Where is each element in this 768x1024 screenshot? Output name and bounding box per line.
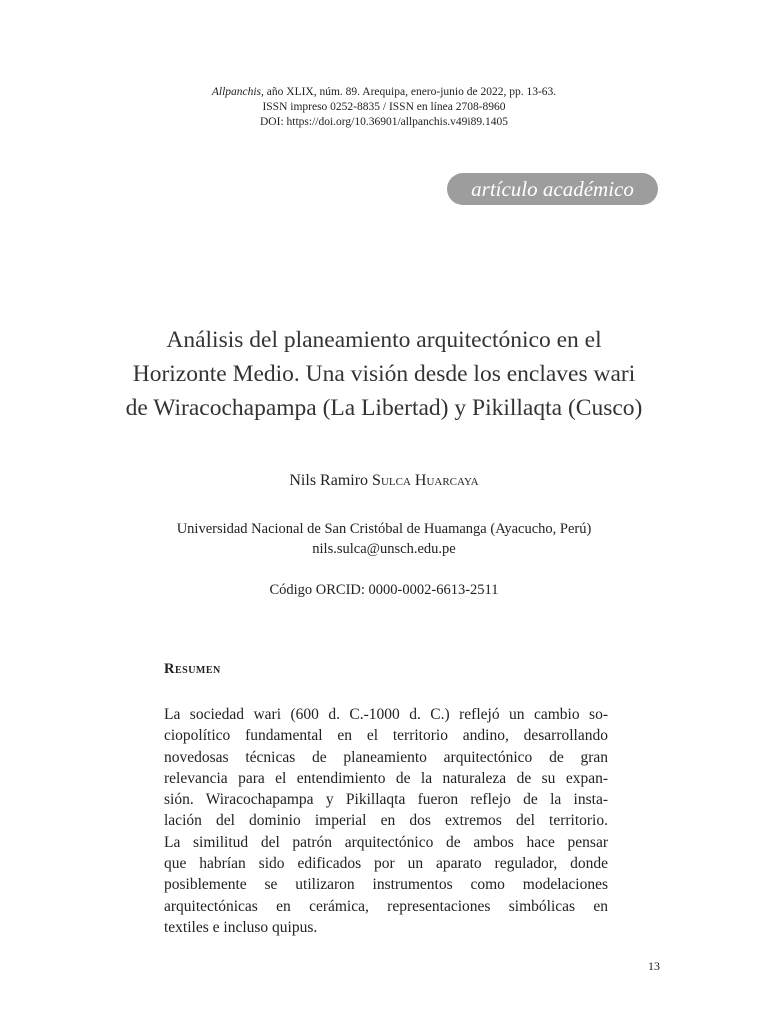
abstract-heading: Resumen [164,661,221,677]
abstract-line: relevancia para el entendimiento de la naturaleza de su expan- [164,769,608,787]
article-title [0,323,768,425]
abstract-line: novedosas técnicas de planeamiento arquitectónico de gran [164,748,608,766]
author-name [0,472,768,490]
abstract-line: sión. Wiracochapampa y Pikillaqta fueron reflejo de la insta- [164,791,608,809]
abstract-line: arquitectónicas en cerámica, representaciones simbólicas en [164,897,608,915]
doi-line[interactable]: DOI: https://doi.org/10.36901/allpanchis.v49i89.1405 [260,116,508,128]
abstract-line: posiblemente se utilizaron instrumentos como modelaciones [164,876,608,894]
journal-header [0,85,768,130]
author-email[interactable]: nils.sulca@unsch.edu.pe [312,541,456,557]
abstract-line: que habrían sido edificados por un aparato regulador, donde [164,855,608,873]
abstract-line: La similitud del patrón arquitectónico de ambos hace pensar [164,833,608,851]
citation-line [0,85,768,100]
author-given-name: Nils Ramiro [289,472,373,489]
journal-name: Allpanchis, [211,86,264,98]
article-type-badge: artículo académico [447,173,658,205]
title-line: Análisis del planeamiento arquitectónico en el [166,327,602,353]
abstract-line: ciopolítico fundamental en el territorio andino, desarrollando [164,727,608,745]
page-number: 13 [648,959,660,973]
title-line: Horizonte Medio. Una visión desde los enclaves wari [132,361,636,387]
citation-details: año XLIX, núm. 89. Arequipa, enero-junio de 2022, pp. 13-63. [263,86,557,98]
abstract-line: La sociedad wari (600 d. C.-1000 d. C.) reflejó un cambio so- [164,706,608,723]
author-affiliation [0,519,768,559]
institution: Universidad Nacional de San Cristóbal de Huamanga (Ayacucho, Perú) [176,521,592,537]
issn-line: ISSN impreso 0252-8835 / ISSN en línea 2708-8960 [262,101,506,113]
abstract-line: textiles e incluso quipus. [164,918,318,936]
abstract-body [164,704,608,938]
orcid-code: Código ORCID: 0000-0002-6613-2511 [269,582,499,598]
title-line: de Wiracochapampa (La Libertad) y Pikillaqta (Cusco) [125,395,643,421]
author-surname: Sulca Huarcaya [372,472,479,489]
abstract-line: lación del dominio imperial en dos extremos del territorio. [164,812,608,830]
